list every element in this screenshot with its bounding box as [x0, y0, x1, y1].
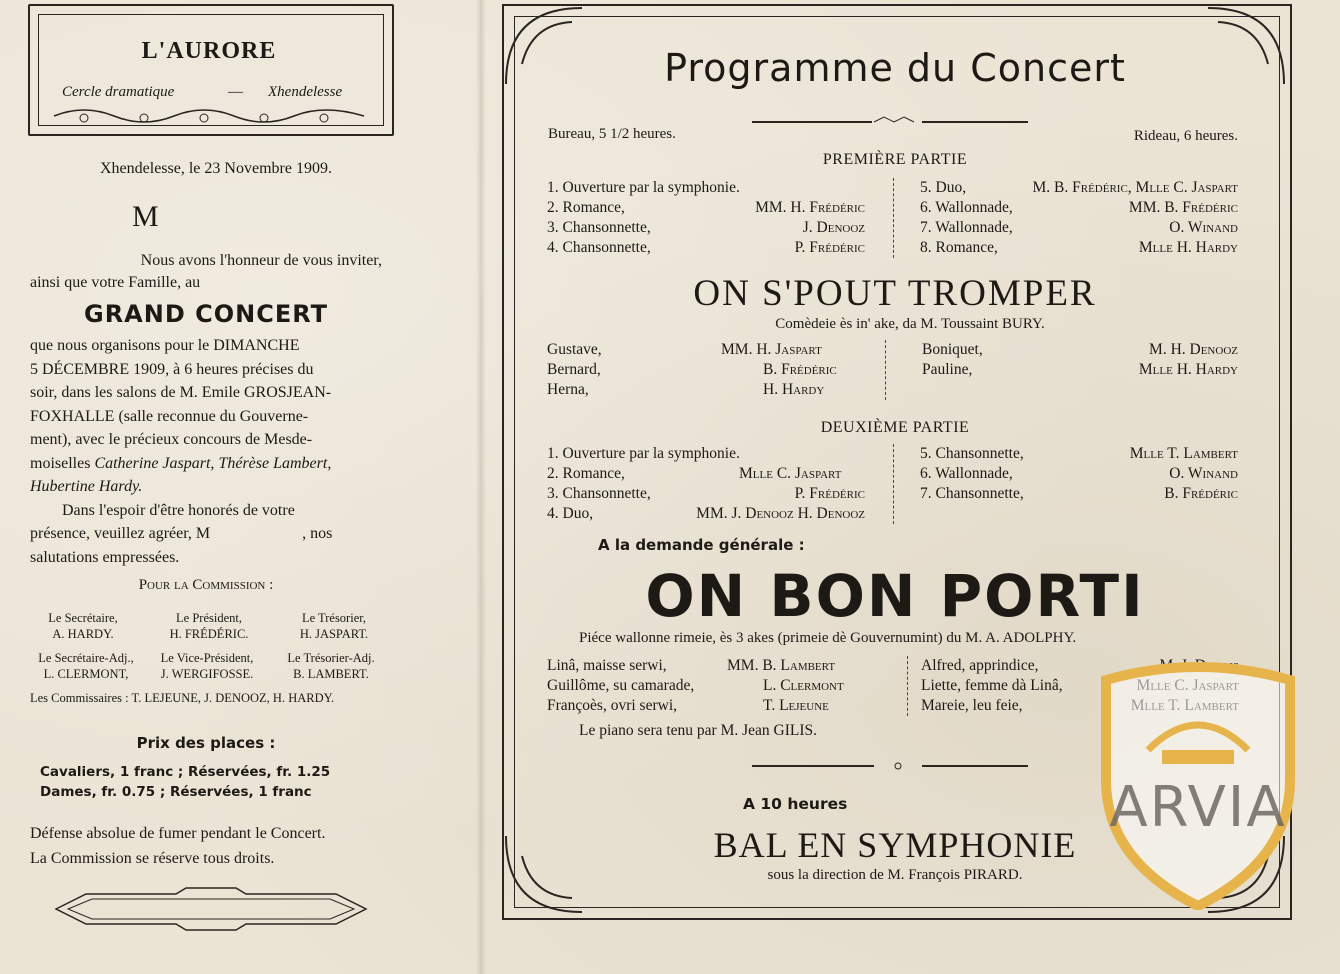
program-item	[547, 218, 865, 238]
item-title: 3. Chansonnette,	[547, 485, 651, 502]
part2-heading: DEUXIÈME PARTIE	[820, 419, 970, 436]
item-performer: M. B. Frédéric, Mlle C. Jaspart	[1032, 179, 1238, 196]
bureau-time: Bureau, 5 1/2 heures.	[548, 126, 676, 142]
ten-oclock: A 10 heures	[743, 795, 848, 813]
grand-concert-heading: GRAND CONCERT	[84, 300, 328, 328]
cast-row	[547, 696, 867, 716]
notice: Défense absolue de fumer pendant le Concert.	[30, 825, 326, 842]
program-item	[547, 484, 865, 504]
item-title: 6. Wallonnade,	[920, 465, 1013, 482]
program-item	[920, 238, 1238, 258]
item-performer: O. Winand	[1169, 465, 1238, 482]
cast-role: Linâ, maisse serwi,	[547, 657, 667, 674]
part2-right	[920, 444, 1238, 504]
prices-line: Cavaliers, 1 franc ; Réservées, fr. 1.25	[40, 764, 331, 780]
item-title: 8. Romance,	[920, 239, 998, 256]
part1-left	[547, 178, 865, 258]
closing-start: présence, veuillez agréer, M	[30, 525, 211, 542]
officer-role: Le Président,	[176, 611, 242, 625]
cast-actor: L. Clermont	[763, 677, 844, 694]
prices-line: Dames, fr. 0.75 ; Réservées, 1 franc	[40, 784, 312, 800]
column-separator	[907, 656, 908, 716]
program-item	[920, 198, 1238, 218]
cast-row	[922, 360, 1238, 380]
item-performer: J. Denooz	[802, 219, 865, 236]
prices-heading-text: Prix des places :	[136, 734, 276, 752]
cast-role: Bernard,	[547, 361, 601, 378]
officer-role: Le Trésorier,	[301, 611, 367, 625]
officer	[274, 650, 388, 682]
play1-cast-right	[922, 340, 1238, 380]
cast-row	[547, 340, 847, 360]
cast-row	[547, 380, 847, 400]
item-performer: Mlle C. Jaspart	[739, 465, 842, 482]
cast-actor: Mlle H. Hardy	[1138, 361, 1238, 378]
officer-role: Le Trésorier-Adj.	[287, 651, 375, 665]
item-performer: Mlle H. Hardy	[1138, 239, 1238, 256]
item-performer: MM. B. Frédéric	[1128, 199, 1238, 216]
officer-name: H. FRÉDÉRIC.	[169, 627, 249, 641]
cast-row	[547, 360, 847, 380]
cast-role: Boniquet,	[922, 341, 983, 358]
play2-subtitle: Piéce wallonne rimeie, ès 3 akes (primeie dè Gouvernumint) du M. A. ADOLPHY.	[579, 630, 1077, 646]
program-item	[547, 444, 865, 464]
invite-line: Nous avons l'honneur de vous inviter,	[140, 252, 382, 269]
club-town: Xhendelesse	[268, 84, 343, 100]
officer	[28, 650, 144, 682]
cast-actor: T. Lejeune	[763, 697, 829, 714]
cast-role: Mareie, leu feie,	[921, 697, 1023, 714]
cast-actor: B. Frédéric	[763, 361, 837, 378]
item-performer: P. Frédéric	[794, 485, 865, 502]
body-line	[30, 452, 384, 476]
program-item	[920, 178, 1238, 198]
cast-role: Guillôme, su camarade,	[547, 677, 695, 694]
name-hubertine: Hubertine Hardy.	[30, 478, 143, 495]
play1-subtitle: Comèdeie ès in' ake, da M. Toussaint BURY.	[775, 316, 1045, 332]
part1-heading: PREMIÈRE PARTIE	[822, 151, 968, 168]
program-item	[920, 218, 1238, 238]
officer-name: A. HARDY.	[52, 627, 114, 641]
closing-end: , nos	[302, 525, 333, 542]
name-catherine: Catherine Jaspart,	[94, 454, 215, 472]
officer-role: Le Secrétaire-Adj.,	[38, 651, 134, 665]
rideau-time: Rideau, 6 heures.	[1133, 128, 1238, 144]
item-performer: P. Frédéric	[794, 239, 865, 256]
item-title: 2. Romance,	[547, 465, 625, 482]
column-separator	[885, 340, 886, 400]
item-title: 3. Chansonnette,	[547, 219, 651, 236]
body-line: soir, dans les salons de M. Emile GROSJEAN-	[30, 384, 332, 401]
club-header-frame	[28, 4, 394, 136]
play1-cast-left	[547, 340, 847, 400]
notice: La Commission se réserve tous droits.	[30, 850, 275, 867]
cast-role: Françoès, ovri serwi,	[547, 697, 677, 714]
cast-row	[547, 676, 867, 696]
officer-role: Le Vice-Président,	[160, 651, 254, 665]
commissaires: Les Commissaires : T. LEJEUNE, J. DENOOZ, H. HARDY.	[30, 691, 335, 705]
column-separator	[893, 444, 894, 524]
officer-name: B. LAMBERT.	[293, 667, 369, 681]
demand-line: A la demande générale :	[598, 536, 805, 554]
item-title: 7. Wallonnade,	[920, 219, 1013, 236]
item-performer: O. Winand	[1169, 219, 1238, 236]
cast-actor: M. H. Denooz	[1149, 341, 1238, 358]
officer-role: Le Secrétaire,	[48, 611, 118, 625]
cast-row	[547, 656, 867, 676]
play2-title: ON BON PORTI	[645, 562, 1145, 630]
program-item	[547, 238, 865, 258]
item-performer: B. Frédéric	[1164, 485, 1238, 502]
program-item	[920, 444, 1238, 464]
cast-actor: MM. B. Lambert	[727, 657, 836, 674]
place-date: Xhendelesse, le 23 Novembre 1909.	[100, 160, 332, 177]
invite-line: ainsi que votre Famille, au	[30, 274, 201, 291]
item-title: 4. Chansonnette,	[547, 239, 651, 256]
column-separator	[893, 178, 894, 258]
piano-note: Le piano sera tenu par M. Jean GILIS.	[579, 722, 818, 739]
item-title: 1. Ouverture par la symphonie.	[547, 179, 740, 196]
body-line: que nous organisons pour le DIMANCHE	[30, 337, 300, 354]
cast-role: Alfred, apprindice,	[921, 657, 1039, 674]
body-line: ment), avec le précieux concours de Mesde-	[30, 431, 313, 448]
item-title: 5. Chansonnette,	[920, 445, 1024, 462]
cast-role: Pauline,	[922, 361, 973, 378]
item-title: 5. Duo,	[920, 179, 967, 196]
play2-cast-left	[547, 656, 867, 716]
play1-title: ON S'POUT TROMPER	[693, 273, 1097, 314]
closing-line: Dans l'espoir d'être honorés de votre	[62, 501, 295, 519]
body-line: FOXHALLE (salle reconnue du Gouverne-	[30, 407, 309, 425]
item-title: 1. Ouverture par la symphonie.	[547, 445, 740, 462]
invitation-body	[30, 334, 384, 569]
prices-heading	[30, 734, 382, 752]
part1-right	[920, 178, 1238, 258]
program-item	[920, 464, 1238, 484]
officer-name: H. JASPART.	[299, 627, 369, 641]
item-title: 2. Romance,	[547, 199, 625, 216]
item-title: 4. Duo,	[547, 505, 594, 522]
closing-line	[30, 522, 384, 546]
body-line: 5 DÉCEMBRE 1909, à 6 heures précises du	[30, 360, 314, 378]
item-performer: Mlle T. Lambert	[1129, 445, 1238, 462]
program-item	[547, 464, 865, 484]
program-item	[920, 484, 1238, 504]
program-item	[547, 178, 865, 198]
ornament-flourish	[44, 102, 374, 130]
cast-role: Gustave,	[547, 341, 602, 358]
cast-actor: H. Hardy	[763, 381, 825, 398]
item-performer: MM. J. Denooz H. Denooz	[696, 505, 865, 522]
bal-direction: sous la direction de M. François PIRARD.	[767, 867, 1023, 883]
program-title: Programme du Concert	[664, 46, 1126, 90]
part2-left	[547, 444, 865, 524]
bal-title: BAL EN SYMPHONIE	[713, 825, 1077, 865]
salutation: M	[132, 200, 159, 233]
cast-role: Liette, femme dà Linâ,	[921, 677, 1063, 694]
cast-role: Herna,	[547, 381, 589, 398]
officer	[150, 610, 268, 642]
closing-line: salutations empressées.	[30, 548, 180, 566]
club-name: L'AURORE	[141, 38, 277, 64]
cast-actor: MM. H. Jaspart	[721, 341, 822, 358]
center-fold	[476, 0, 486, 974]
officer	[146, 650, 268, 682]
officer	[28, 610, 138, 642]
program-item	[547, 198, 865, 218]
commission-heading: Pour la Commission :	[138, 577, 274, 593]
name-therese: Thérèse Lambert,	[218, 454, 332, 472]
officer-name: L. CLERMONT,	[43, 667, 129, 681]
item-performer: MM. H. Frédéric	[755, 199, 865, 216]
cast-row	[922, 340, 1238, 360]
item-title: 7. Chansonnette,	[920, 485, 1024, 502]
watermark-text: ARVIA	[1109, 775, 1287, 840]
bottom-ornament	[46, 884, 376, 934]
program-item	[547, 504, 865, 524]
club-subtitle: Cercle dramatique	[62, 84, 175, 100]
officer	[280, 610, 388, 642]
club-dash: —	[228, 84, 243, 100]
body-line-start: moiselles	[30, 454, 91, 472]
officer-name: J. WERGIFOSSE.	[160, 667, 254, 681]
item-title: 6. Wallonnade,	[920, 199, 1013, 216]
